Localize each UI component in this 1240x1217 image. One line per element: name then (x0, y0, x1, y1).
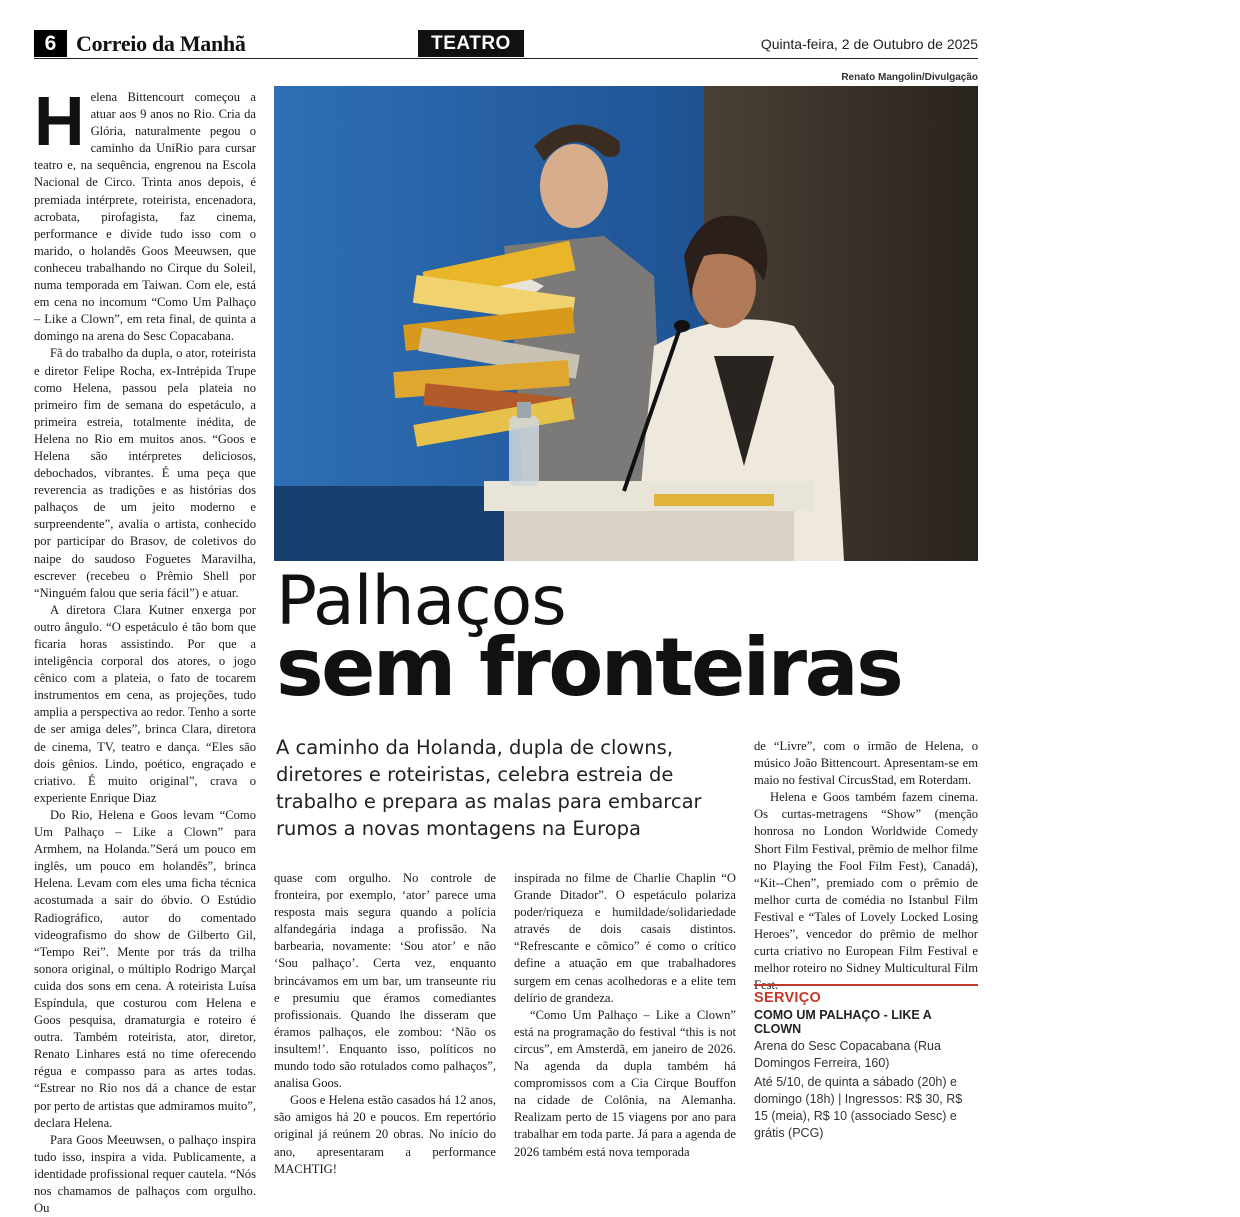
article-column-1 (34, 82, 256, 1217)
newspaper-name: Correio da Manhã (76, 31, 246, 56)
photo-caption: Helena Bittencourt e Goos Meeuwseen em ‘Como Um Palhaço - Like a Clown’, em cartaz no Sesc Copacabana (1112, 483, 1240, 582)
service-event-name: COMO UM PALHAÇO - LIKE A CLOWN (754, 1008, 932, 1036)
paragraph: Helena e Goos também fazem cinema. Os curtas-metragens “Show” (menção honrosa no London Worldwide Comedy Short Film Festival, prêmio de melhor filme no Playing the Fool Film Fest), Canadá), “Kit--Chen”, premiado com o prêmio de melhor curta de comédia no Istanbul Film Festival e “Tales of Lovely Locked Losing Heroes”, vencedor do prêmio de melhor curta criativo no European Film Festival e melhor roteiro no Sidney Multicultural Film Fest. (754, 790, 978, 993)
paragraph: inspirada no filme de Charlie Chaplin “O Grande Ditador”. O espetáculo polariza poder/riqueza e humildade/solidariedade através de dois casais distintos. “Refrescante e cômico” é como o crítico define a atuação em que trabalhadores surgem em cenas acolhedoras e a elite tem delírio de grandeza. (514, 871, 736, 1005)
photo-credit: Renato Mangolin/Divulgação (841, 72, 978, 83)
paragraph: A diretora Clara Kutner enxerga por outro ângulo. “O espetáculo é tão bom que ficaria horas assistindo. Por que a inteligência corporal dos atores, o jogo cênico com a plateia, o fato de tocarem instrumentos em cena, as projeções, tudo amplia a perspectiva ao redor. Tenho a sorte de ser amiga deles”, brinca Clara, diretora de cinema, TV, teatro e dança. “Eles são dois gênios. Lindo, poético, engraçado e criativo. É muito original”, crava o experiente Enrique Diaz (34, 602, 256, 805)
service-box (754, 984, 978, 1142)
publication-date: Quinta-feira, 2 de Outubro de 2025 (760, 36, 978, 52)
paragraph: “Como Um Palhaço – Like a Clown” está na programação do festival “this is not circus”, em Amsterdã, em janeiro de 2026. Na agenda da dupla também há compromissos com a Cia Cirque Bouffon na cidade de Colônia, na Alemanha. Realizam perto de 15 viagens por ano para trabalhar em toda parte. Já para a agenda de 2026 também está nova temporada (514, 1007, 736, 1159)
article-column-4 (754, 738, 978, 994)
paragraph: Para Goos Meeuwsen, o palhaço inspira tudo isso, inspira a vida. Publicamente, a identidade profissional requer cautela. “Nós nos chamamos de palhaços com orgulho. Ou (34, 1132, 256, 1216)
stage-photo-illustration (274, 86, 978, 561)
page-header (34, 30, 978, 59)
paragraph: elena Bittencourt começou a atuar aos 9 anos no Rio. Cria da Glória, naturalmente pegou o caminho da UniRio para cursar teatro e, na sequência, engrenou na Escola Nacional de Circo. Trinta anos depois, é premiada intérprete, roteirista, encenadora, acrobata, pirofagista, faz cinema, performance e divide tudo isso com o marido, o holandês Goos Meeuwsen, que conheceu trabalhando no Cirque du Soleil, numa temporada em Taiwan. Com ele, está em cena no incomum “Como Um Palhaço – Like a Clown”, em reta final, de quinta a domingo na arena do Sesc Copacabana. (34, 90, 256, 344)
service-title: SERVIÇO (754, 990, 822, 1006)
service-venue: Arena do Sesc Copacabana (Rua Domingos Ferreira, 160) (754, 1039, 941, 1070)
page-number: 6 (34, 30, 67, 57)
service-details: Até 5/10, de quinta a sábado (20h) e domingo (18h) | Ingressos: R$ 30, R$ 15 (meia), R$ 10 (associado Sesc) e grátis (PCG) (754, 1075, 963, 1140)
paragraph: Do Rio, Helena e Goos levam “Como Um Palhaço – Like a Clown” para Armhem, na Holanda.”Será um pouco em inglês, um pouco em holandês”, brinca Helena. Levam com eles uma ficha técnica acostumada a sair do óbvio. O Estúdio Radiográfico, autor do comentado videografismo do show de Gilberto Gil, “Tempo Rei”. Mente por trás da trilha sonora original, o múltiplo Rodrigo Marçal cuida dos sons em cena. A roteirista Luísa Espíndula, que costurou com Helena e Goos pesquisa, dramaturgia e roteiro é outra. Também roteirista, ator, diretor, Renato Linhares está no time oferecendo régua e compasso para as artes todas. “Estrear no Rio nos dá a chance de estar por perto de artistas que admiramos muito”, declara Helena. (34, 807, 256, 1130)
article-column-3 (514, 870, 736, 1161)
paragraph: Fã do trabalho da dupla, o ator, roteirista e diretor Felipe Rocha, ex-Intrépida Trupe como Helena, passou pela plateia no primeiro fim de semana do espetáculo, a primeira estreia, totalmente inédita, de Helena no Rio em muitos anos. “Goos e Helena são intérpretes deliciosos, debochados, vibrantes. É uma peça que reverencia as tradições e as histórias dos palhaços de um jeito moderno e surpreendente”, avalia o artista, conhecido por participar do Brasov, de coletivos do naipe do saudoso Foguetes Maravilha, escrever (recebeu o Prêmio Shell por “Ninguém falou que seria fácil”) e atuar. (34, 346, 256, 600)
paragraph: Goos e Helena estão casados há 12 anos, são amigos há 20 e poucos. Em repertório original já reúnem 20 obras. No início do ano, apresentaram a performance MACHTIG! (274, 1093, 496, 1176)
paragraph: quase com orgulho. No controle de fronteira, por exemplo, ‘ator’ parece uma resposta mais segura quando a polícia alfandegária indaga a profissão. Na barbearia, novamente: ‘Sou ator’ e não ‘Sou palhaço’. Certa vez, enquanto brincávamos em um bar, um transeunte riu e presumiu que éramos comediantes profissionais. Quando lhe disseram que éramos palhaços, ele zombou: ‘Não os insultem!’. Enquanto isso, políticos no mundo todo são rotulados como palhaços”, analisa Goos. (274, 871, 496, 1091)
drop-cap: H (34, 82, 85, 160)
paragraph: de “Livre”, com o irmão de Helena, o músico João Bittencourt. Apresentam-se em maio no festival CircusStad, em Roterdam. (754, 739, 978, 788)
section-tag: TEATRO (418, 30, 524, 57)
article-deck: A caminho da Holanda, dupla de clowns, diretores e roteiristas, celebra estreia de trabalho e prepara as malas para embarcar rumos a novas montagens na Europa (276, 736, 702, 840)
article-column-2 (274, 870, 496, 1178)
headline-line-1: Palhaços (276, 562, 566, 641)
article-photo (274, 86, 1240, 582)
headline-line-2: sem fronteiras (276, 621, 902, 714)
